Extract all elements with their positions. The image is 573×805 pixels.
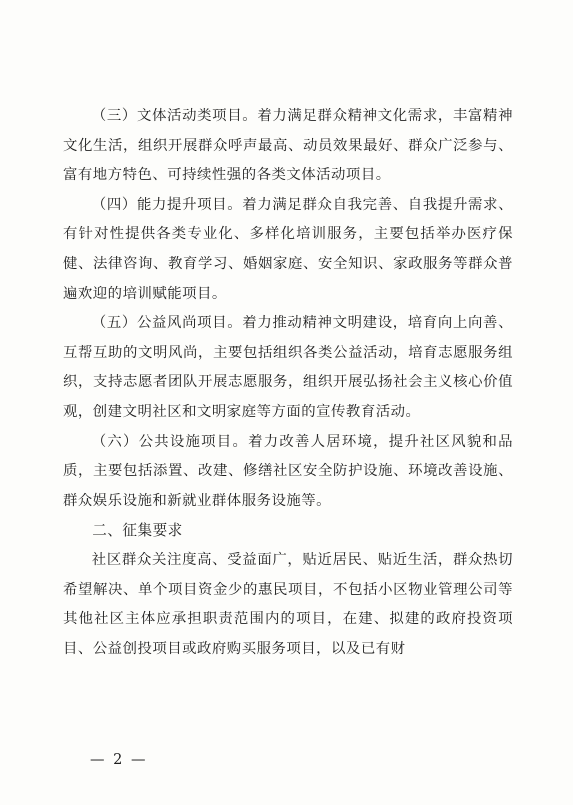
paragraph-cultural-activities: （三）文体活动类项目。着力满足群众精神文化需求，丰富精神文化生活，组织开展群众呼声最高、动员效果最好、群众广泛参与、富有地方特色、可持续性强的各类文体活动项目。 <box>63 108 513 184</box>
paragraph-requirements: 社区群众关注度高、受益面广，贴近居民、贴近生活，群众热切希望解决、单个项目资金少的惠民项目，不包括小区物业管理公司等其他社区主体应承担职责范围内的项目，在建、拟建的政府投资项目、公益创投项目或政府购买服务项目，以及已有财 <box>63 551 513 657</box>
paragraph-public-facilities: （六）公共设施项目。着力改善人居环境，提升社区风貌和品质，主要包括添置、改建、修缮社区安全防护设施、环境改善设施、群众娱乐设施和新就业群体服务设施等。 <box>63 433 513 509</box>
document-body <box>63 102 513 664</box>
section-heading-requirements: 二、征集要求 <box>92 522 183 540</box>
page-number: — 2 — <box>90 752 148 768</box>
paragraph-public-welfare: （五）公益风尚项目。着力推动精神文明建设，培育向上向善、互帮互助的文明风尚，主要包括组织各类公益活动，培育志愿服务组织，支持志愿者团队开展志愿服务，组织开展弘扬社会主义核心价值观，创建文明社区和文明家庭等方面的宣传教育活动。 <box>63 315 513 420</box>
paragraph-capacity-building: （四）能力提升项目。着力满足群众自我完善、自我提升需求、有针对性提供各类专业化、多样化培训服务，主要包括举办医疗保健、法律咨询、教育学习、婚姻家庭、安全知识、家政服务等群众普遍欢迎的培训赋能项目。 <box>63 196 513 302</box>
